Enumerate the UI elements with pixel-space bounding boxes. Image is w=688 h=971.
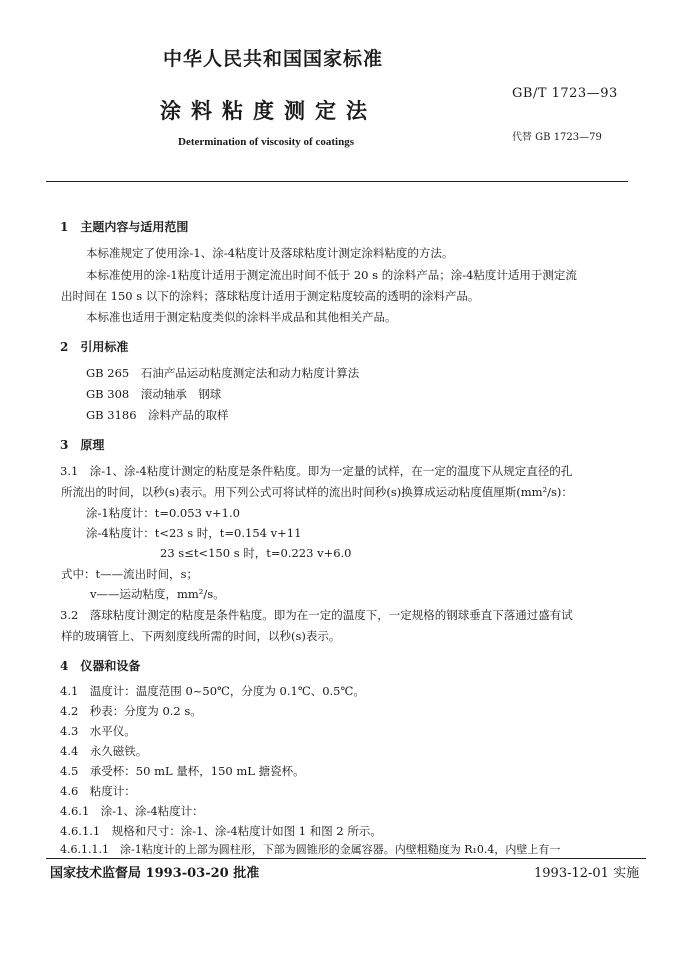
- formula-tu1: 涂-1粘度计：t=0.053 v+1.0: [86, 506, 240, 520]
- reference-gb308: GB 308 滚动轴承 钢球: [86, 387, 222, 401]
- item-4-2: 4.2 秒表：分度为 0.2 s。: [60, 704, 202, 718]
- document-title-zh: 涂料粘度测定法: [160, 98, 377, 123]
- reference-gb265: GB 265 石油产品运动粘度测定法和动力粘度计算法: [86, 366, 360, 380]
- formula-tu4-long: 23 s≤t<150 s 时，t=0.223 v+6.0: [160, 546, 352, 560]
- item-4-3: 4.3 水平仪。: [60, 724, 136, 738]
- item-4-6-1-1-1: 4.6.1.1.1 涂-1粘度计的上部为圆柱形，下部为圆锥形的金属容器。内壁粗糙度为 R₁0.4，内壁上有一: [60, 843, 561, 856]
- issuing-org-heading: 中华人民共和国国家标准: [163, 48, 384, 70]
- s1-paragraph-2b: 出时间在 150 s 以下的涂料；落球粘度计适用于测定粘度较高的透明的涂料产品。: [61, 289, 480, 303]
- s3-1-line-a: 3.1 涂-1、涂-4粘度计测定的粘度是条件粘度。即为一定量的试样，在一定的温度下从规定直径的孔: [60, 464, 573, 478]
- header-divider: [46, 181, 628, 182]
- section-3-title: 3 原理: [60, 438, 105, 452]
- effective-date: 1993-12-01 实施: [534, 866, 640, 881]
- s3-2-line-a: 3.2 落球粘度计测定的粘度是条件粘度。即为在一定的温度下，一定规格的钢球垂直下落通过盛有试: [60, 608, 573, 622]
- document-title-en: Determination of viscosity of coatings: [178, 136, 354, 148]
- item-4-1: 4.1 温度计：温度范围 0~50℃，分度为 0.1℃、0.5℃。: [60, 684, 365, 698]
- symbol-def-t: 式中：t——流出时间，s；: [61, 567, 199, 581]
- s3-1-line-b: 所流出的时间，以秒(s)表示。用下列公式可将试样的流出时间秒(s)换算成运动粘度值厘斯(mm²/s)：: [61, 485, 573, 499]
- item-4-4: 4.4 永久磁铁。: [60, 744, 148, 758]
- section-4-title: 4 仪器和设备: [60, 659, 141, 673]
- s1-paragraph-3: 本标准也适用于测定粘度类似的涂料半成品和其他相关产品。: [86, 310, 397, 324]
- formula-tu4-short: 涂-4粘度计：t<23 s 时，t=0.154 v+11: [86, 526, 302, 540]
- item-4-5: 4.5 承受杯：50 mL 量杯，150 mL 搪瓷杯。: [60, 764, 305, 778]
- section-2-title: 2 引用标准: [60, 340, 129, 354]
- item-4-6-1-1: 4.6.1.1 规格和尺寸：涂-1、涂-4粘度计如图 1 和图 2 所示。: [60, 824, 382, 838]
- replaces-note: 代替 GB 1723—79: [512, 132, 602, 143]
- item-4-6-1: 4.6.1 涂-1、涂-4粘度计：: [60, 804, 204, 818]
- section-1-title: 1 主题内容与适用范围: [60, 220, 189, 234]
- item-4-6: 4.6 粘度计：: [60, 784, 136, 798]
- s1-paragraph-1: 本标准规定了使用涂-1、涂-4粘度计及落球粘度计测定涂料粘度的方法。: [86, 246, 454, 260]
- approval-date: 国家技术监督局 1993-03-20 批准: [50, 866, 260, 881]
- symbol-def-v: v——运动粘度，mm²/s。: [90, 587, 225, 601]
- reference-gb3186: GB 3186 涂料产品的取样: [86, 408, 229, 422]
- footer-divider: [46, 858, 646, 859]
- standard-number: GB/T 1723—93: [512, 86, 618, 101]
- s1-paragraph-2a: 本标准使用的涂-1粘度计适用于测定流出时间不低于 20 s 的涂料产品；涂-4粘度计适用于测定流: [86, 268, 577, 282]
- s3-2-line-b: 样的玻璃管上、下两刻度线所需的时间，以秒(s)表示。: [61, 629, 341, 643]
